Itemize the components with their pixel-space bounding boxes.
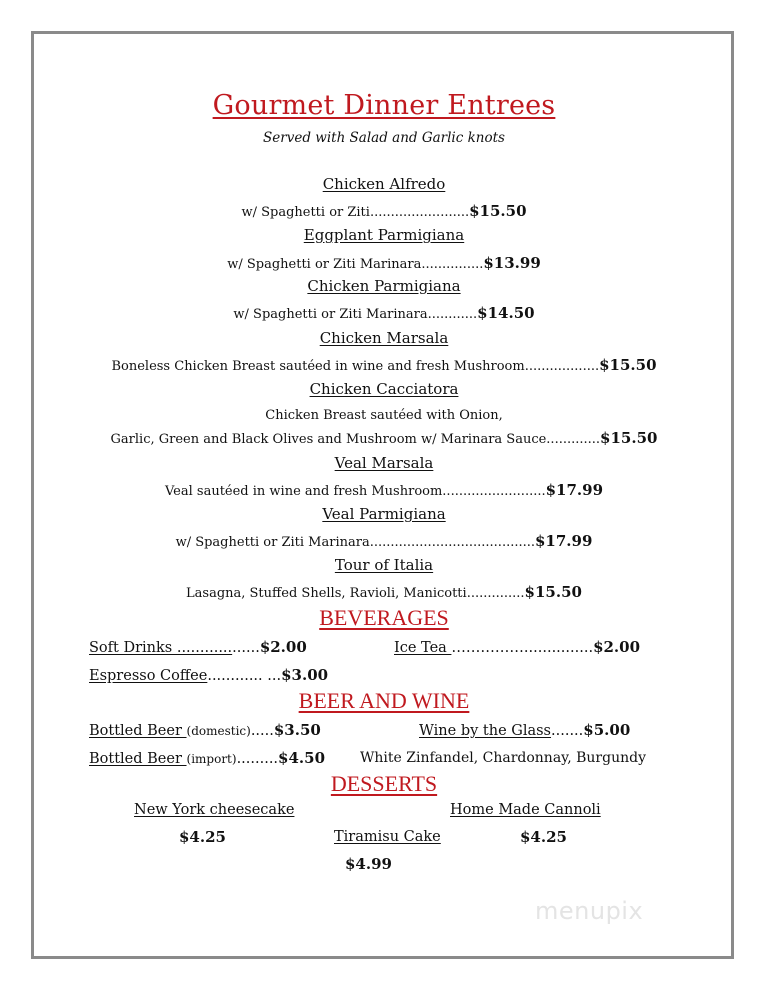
- cannoli-name: Home Made Cannoli: [450, 802, 601, 818]
- item-qualifier: (domestic): [186, 724, 251, 738]
- entree-description: w/ Spaghetti or Ziti........................: [241, 205, 470, 220]
- item-name: Espresso Coffee: [89, 668, 208, 684]
- entree-description: Chicken Breast sautéed with Onion,: [265, 408, 503, 423]
- entree-name: Eggplant Parmigiana: [303, 226, 465, 244]
- entree-price: $17.99: [535, 532, 593, 550]
- ice-tea-item: [394, 638, 640, 656]
- item-dots: .......: [551, 723, 584, 739]
- entree-name: Chicken Marsala: [319, 329, 449, 347]
- desserts-heading: DESSERTS: [330, 771, 438, 796]
- entree-name: Veal Marsala: [334, 454, 434, 472]
- entree-name: Chicken Cacciatora: [309, 380, 459, 398]
- beer-wine-heading: BEER AND WINE: [298, 688, 470, 713]
- entree-line: [0, 531, 768, 550]
- entree-price: $15.50: [469, 202, 527, 220]
- entree-description: Garlic, Green and Black Olives and Mushroom w/ Marinara Sauce.............: [110, 432, 601, 447]
- entree-name: Veal Parmigiana: [322, 505, 446, 523]
- item-dots: ......: [232, 640, 260, 656]
- entree-price: $15.50: [600, 429, 658, 447]
- item-name: Ice Tea: [394, 640, 452, 656]
- item-name: Bottled Beer: [89, 723, 187, 739]
- item-name: Wine by the Glass: [419, 723, 552, 739]
- tiramisu-name: Tiramisu Cake: [334, 829, 441, 845]
- item-name: Soft Drinks ............: [89, 640, 233, 656]
- beverages-heading: BEVERAGES: [319, 605, 449, 630]
- entree-line: [0, 428, 768, 447]
- wine-glass-item: [419, 721, 630, 739]
- wine-list: White Zinfandel, Chardonnay, Burgundy: [360, 750, 646, 766]
- entree-price: $14.50: [477, 304, 535, 322]
- menu-title: Gourmet Dinner Entrees: [212, 90, 556, 121]
- espresso-item: [89, 666, 328, 684]
- entree-line: [0, 253, 768, 272]
- soft-drinks-item: [89, 638, 307, 656]
- cannoli-price: $4.25: [520, 828, 567, 846]
- item-dots: ……………...............: [451, 640, 594, 656]
- entree-price: $13.99: [483, 254, 541, 272]
- bottled-beer-domestic-item: [89, 721, 321, 739]
- cheesecake-price: $4.25: [179, 828, 226, 846]
- item-dots: .........: [236, 751, 279, 767]
- entree-line: [0, 480, 768, 499]
- entree-description: w/ Spaghetti or Ziti Marinara...............: [227, 257, 484, 272]
- item-dots: ............ ...: [207, 668, 282, 684]
- entree-description: Veal sautéed in wine and fresh Mushroom.........................: [164, 484, 546, 499]
- entree-description: w/ Spaghetti or Ziti Marinara........................................: [175, 535, 535, 550]
- item-price: $5.00: [583, 721, 631, 739]
- entree-description: Lasagna, Stuffed Shells, Ravioli, Manicotti..............: [186, 586, 525, 601]
- entree-line: [0, 303, 768, 322]
- bottled-beer-import-item: [89, 749, 325, 767]
- item-price: $3.00: [281, 666, 329, 684]
- entree-line: [0, 201, 768, 220]
- entree-description: Boneless Chicken Breast sautéed in wine and fresh Mushroom..................: [111, 359, 600, 374]
- item-price: $3.50: [273, 721, 321, 739]
- item-qualifier: (import): [186, 752, 237, 766]
- entree-name: Chicken Parmigiana: [307, 277, 461, 295]
- item-price: $2.00: [259, 638, 307, 656]
- entree-price: $17.99: [545, 481, 604, 499]
- item-price: $2.00: [593, 638, 641, 656]
- entree-name: Chicken Alfredo: [322, 175, 446, 193]
- entree-price: $15.50: [524, 583, 582, 601]
- menupix-watermark: menupix: [535, 897, 644, 925]
- item-price: $4.50: [278, 749, 326, 767]
- entree-line: [0, 355, 768, 374]
- tiramisu-price: $4.99: [345, 855, 392, 873]
- cheesecake-name: New York cheesecake: [134, 802, 295, 818]
- entree-price: $15.50: [599, 356, 657, 374]
- entree-name: Tour of Italia: [334, 556, 434, 574]
- item-dots: .....: [250, 723, 274, 739]
- entree-line: [0, 404, 768, 423]
- entree-line: [0, 582, 768, 601]
- entree-description: w/ Spaghetti or Ziti Marinara............: [233, 307, 478, 322]
- item-name: Bottled Beer: [89, 751, 187, 767]
- menu-subtitle: Served with Salad and Garlic knots: [263, 130, 505, 146]
